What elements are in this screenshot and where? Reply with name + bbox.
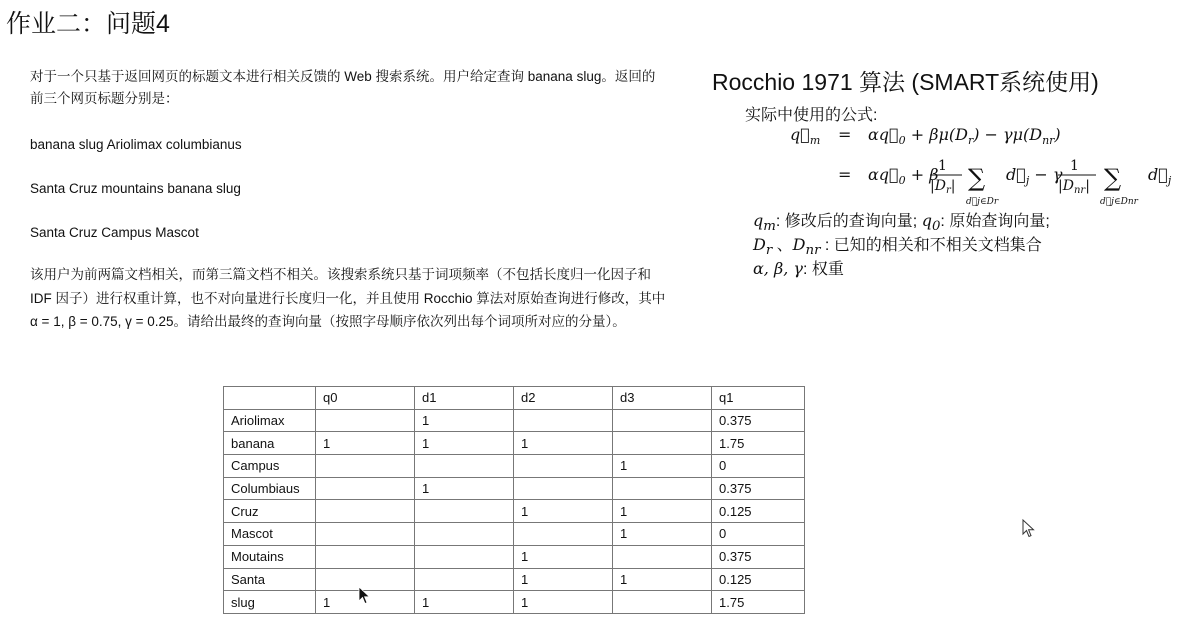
mouse-cursor-icon — [358, 586, 372, 606]
table-cell: 1 — [415, 409, 514, 432]
svg-text:=: = — [838, 165, 852, 184]
slide-title: 作业二：问题4 — [6, 10, 170, 38]
note-text: : 权重 — [802, 261, 844, 278]
term-cell: Mascot — [224, 523, 316, 546]
note-text2: : 已知的相关和不相关文档集合 — [820, 237, 1042, 254]
table-cell: 1 — [613, 523, 712, 546]
note-text2: : 原始查询向量; — [940, 213, 1050, 230]
term-cell: Cruz — [224, 500, 316, 523]
rocchio-title: Rocchio 1971 算法 (SMART系统使用) — [712, 69, 1099, 95]
table-cell — [415, 568, 514, 591]
table-cell — [514, 523, 613, 546]
table-cell — [316, 409, 415, 432]
note-doc-sets — [753, 232, 1042, 258]
header-cell: d3 — [613, 387, 712, 410]
note-sub: r — [765, 243, 773, 259]
note-text: : 修改后的查询向量; — [775, 213, 922, 230]
result-title-3: Santa Cruz Campus Mascot — [30, 225, 199, 240]
mouse-cursor-icon — [1022, 519, 1036, 539]
table-cell: 1 — [415, 591, 514, 614]
table-cell — [415, 500, 514, 523]
header-cell — [224, 387, 316, 410]
problem-intro: 对于一个只基于返回网页的标题文本进行相关反馈的 Web 搜索系统。用户给定查询 banana slug。返回的前三个网页标题分别是： — [30, 69, 656, 106]
term-cell: Santa — [224, 568, 316, 591]
svg-text:q⃗m: $q⃗_m$ — [790, 125, 821, 147]
table-row — [224, 545, 805, 568]
table-cell — [316, 477, 415, 500]
table-cell: 1 — [613, 500, 712, 523]
note-sub2: nr — [805, 243, 821, 259]
table-cell: 1 — [415, 432, 514, 455]
table-row — [224, 432, 805, 455]
table-row — [224, 455, 805, 478]
table-cell — [415, 545, 514, 568]
note-sym2: q — [921, 211, 932, 230]
problem-instruction: 该用户为前两篇文档相关，而第三篇文档不相关。该搜索系统只基于词项频率（不包括长度归一化因子和 IDF 因子）进行权重计算，也不对向量进行长度归一化，并且使用 Rocchio 算法对原始查询进行修改，其中α = 1, β = 0.75, γ = 0.25。请给出最终的查询向量（按照字母顺序依次列出每个词项所对应的分量）。 — [30, 267, 666, 329]
svg-text:d⃗j − γ: $d⃗_j - \gamma$ — [1006, 165, 1063, 187]
formula-label: 实际中使用的公式: — [745, 107, 878, 124]
table-cell: 0 — [712, 523, 805, 546]
result-title-1: banana slug Ariolimax columbianus — [30, 137, 242, 152]
table-cell: 1 — [514, 545, 613, 568]
table-row — [224, 568, 805, 591]
term-weight-table — [223, 386, 805, 614]
header-cell: q0 — [316, 387, 415, 410]
table-cell: 1.75 — [712, 591, 805, 614]
table-cell — [514, 455, 613, 478]
header-cell: d2 — [514, 387, 613, 410]
table-cell — [613, 409, 712, 432]
table-cell: 1.75 — [712, 432, 805, 455]
table-cell: 1 — [415, 477, 514, 500]
table-header-row — [224, 387, 805, 410]
term-cell: Moutains — [224, 545, 316, 568]
svg-text:αq⃗0 + βμ(Dr) − γμ(Dnr): $\alpha q⃗_0 + \beta\mu(D_r) - \gamma\mu(D_{nr})$ — [868, 125, 1061, 147]
term-cell: banana — [224, 432, 316, 455]
table-cell — [316, 455, 415, 478]
table-cell: 0.375 — [712, 477, 805, 500]
table-cell: 1 — [514, 591, 613, 614]
table-cell: 1 — [613, 455, 712, 478]
table-cell: 0 — [712, 455, 805, 478]
note-sub2: 0 — [931, 219, 941, 235]
table-cell: 0.125 — [712, 500, 805, 523]
table-row — [224, 591, 805, 614]
result-title-2: Santa Cruz mountains banana slug — [30, 181, 241, 196]
table-cell — [613, 477, 712, 500]
note-query-vectors — [753, 208, 1050, 234]
table-cell — [415, 455, 514, 478]
svg-text:d⃗j: $d⃗_j$ — [1148, 165, 1172, 187]
table-row — [224, 409, 805, 432]
svg-text:d⃗j∈Dr: d⃗j∈Dr — [966, 197, 999, 207]
svg-text:=: = — [838, 125, 852, 144]
table-cell — [415, 523, 514, 546]
table-cell: 1 — [316, 432, 415, 455]
svg-text:1: 1 — [1070, 158, 1079, 174]
table-cell — [316, 523, 415, 546]
svg-text:1: 1 — [938, 158, 947, 174]
note-sym: q — [753, 211, 764, 230]
note-sym: D — [753, 235, 766, 254]
table-cell: 1 — [613, 568, 712, 591]
table-cell: 0.375 — [712, 409, 805, 432]
table-cell — [514, 409, 613, 432]
note-sym2: D — [792, 235, 806, 254]
table-cell — [316, 500, 415, 523]
svg-text:d⃗j∈Dnr: d⃗j∈Dnr — [1100, 197, 1138, 207]
svg-text:∑: ∑ — [1104, 164, 1122, 192]
table-row — [224, 477, 805, 500]
table-cell: 0.375 — [712, 545, 805, 568]
note-sub: m — [763, 219, 776, 235]
term-cell: slug — [224, 591, 316, 614]
table-cell — [613, 545, 712, 568]
term-cell: Ariolimax — [224, 409, 316, 432]
table-cell — [613, 591, 712, 614]
note-sym: α, β, γ — [753, 259, 803, 278]
table-cell — [514, 477, 613, 500]
svg-text:∑: ∑ — [968, 164, 986, 192]
table-cell: 1 — [514, 568, 613, 591]
note-weights — [753, 256, 844, 279]
table-cell — [316, 545, 415, 568]
header-cell: q1 — [712, 387, 805, 410]
table-cell — [613, 432, 712, 455]
table-row — [224, 500, 805, 523]
table-row — [224, 523, 805, 546]
svg-text:|Dnr|: $|D_{nr}|$ — [1058, 178, 1090, 196]
term-cell: Campus — [224, 455, 316, 478]
term-cell: Columbiaus — [224, 477, 316, 500]
note-text: 、 — [772, 237, 793, 254]
svg-text:αq⃗0 + β: $\alpha q⃗_0 + \beta$ — [868, 165, 939, 187]
table-cell: 0.125 — [712, 568, 805, 591]
svg-text:|Dr|: $|D_r|$ — [930, 178, 956, 196]
header-cell: d1 — [415, 387, 514, 410]
table-cell: 1 — [316, 591, 415, 614]
table-cell: 1 — [514, 500, 613, 523]
table-cell: 1 — [514, 432, 613, 455]
rocchio-formula — [770, 118, 1170, 208]
